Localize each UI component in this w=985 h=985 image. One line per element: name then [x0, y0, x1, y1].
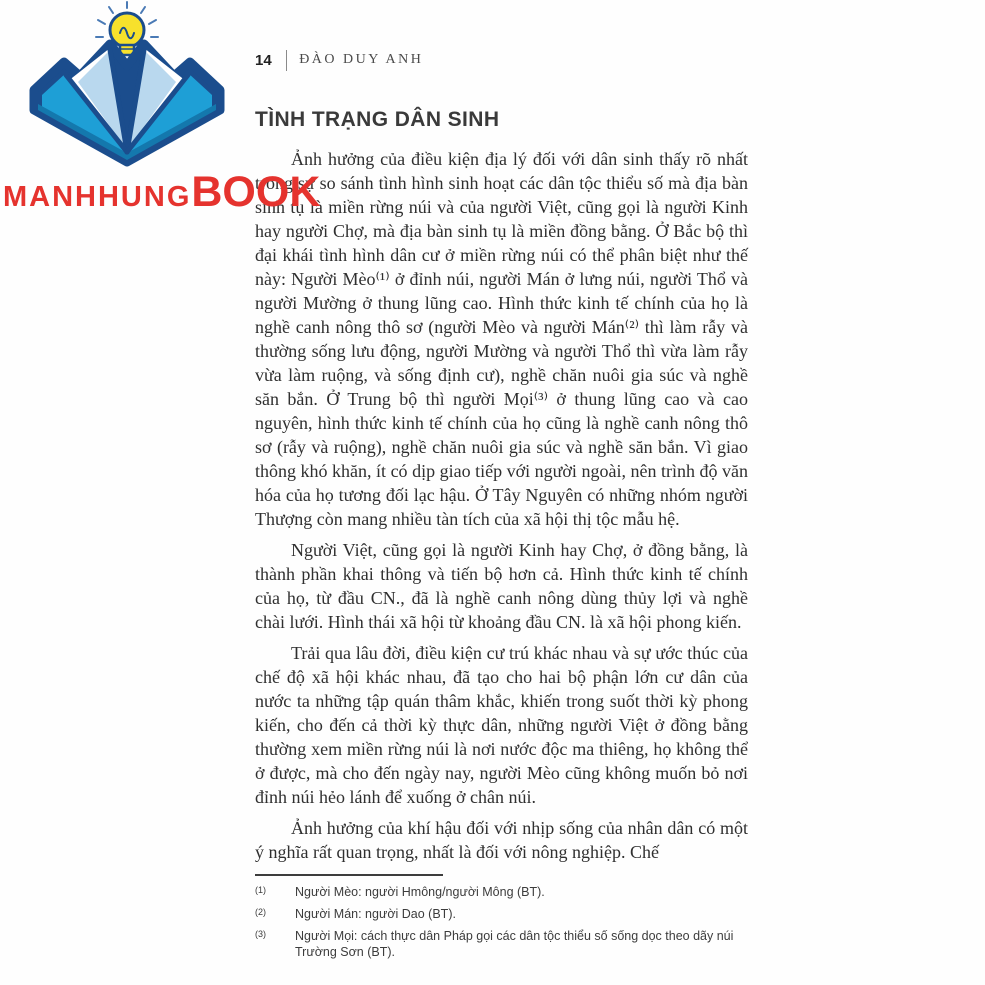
paragraph-3: Trải qua lâu đời, điều kiện cư trú khác nhau và sự ước thúc của chế độ xã hội khác nhau, đã tạo cho hai bộ phận lớn cư dân của nước ta những tập quán thâm khắc, khiến trong suốt thời kỳ phong kiến, cho đến cả thời kỳ thực dân, những người Việt ở đồng bằng thường xem miền rừng núi là nơi nước độc ma thiêng, họ không thể ở được, mà cho đến ngày nay, người Mèo cũng không muốn bỏ nơi đỉnh núi hẻo lánh để xuống ở chân núi. — [255, 643, 748, 807]
body-text — [255, 147, 748, 864]
section-title: TÌNH TRẠNG DÂN SINH — [255, 108, 500, 131]
footnote-2-marker: (2) — [255, 907, 266, 917]
wordmark-manhhung: MANHHUNG — [3, 181, 192, 213]
open-book-icon — [34, 44, 220, 162]
footnote-3-marker: (3) — [255, 929, 266, 939]
paragraph-2: Người Việt, cũng gọi là người Kinh hay Chợ, ở đồng bằng, là thành phần khai thông và tiến bộ hơn cả. Hình thức kinh tế chính của họ, từ đầu CN., đã là nghề canh nông dùng thủy lợi và nghề chài lưới. Hình thái xã hội từ khoảng đầu CN. là xã hội phong kiến. — [255, 540, 748, 632]
running-head-author: ĐÀO DUY ANH — [299, 52, 424, 67]
footnote-2-text: Người Mán: người Dao (BT). — [295, 907, 456, 921]
footnote-divider — [255, 874, 443, 876]
paragraph-4: Ảnh hưởng của khí hậu đối với nhịp sống của nhân dân có một ý nghĩa rất quan trọng, nhất là đối với nông nghiệp. Chế — [255, 818, 748, 862]
publisher-wordmark — [3, 168, 321, 217]
publisher-watermark — [0, 0, 321, 217]
logo-graphic — [22, 0, 234, 172]
footnotes — [255, 884, 748, 960]
page-number: 14 — [255, 51, 272, 69]
footnote-1-text: Người Mèo: người Hmông/người Mông (BT). — [295, 885, 545, 899]
wordmark-book: BOOK — [191, 168, 321, 216]
page-content — [255, 48, 748, 966]
footnote-3-text: Người Mọi: cách thực dân Pháp gọi các dân tộc thiểu số sống dọc theo dãy núi Trường Sơn (BT). — [295, 929, 734, 959]
paragraph-1: Ảnh hưởng của điều kiện địa lý đối với dân sinh thấy rõ nhất trong sự so sánh tình hình sinh hoạt các dân tộc thiểu số mà địa bàn sinh tụ là miền rừng núi và của người Việt, cũng gọi là người Kinh hay người Chợ, mà địa bàn sinh tụ là miền đồng bằng. Ở Bắc bộ thì đại khái tình hình dân cư ở miền rừng núi có thể phân biệt như thế này: Người Mèo⁽¹⁾ ở đỉnh núi, người Mán ở lưng núi, người Thổ và người Mường ở thung lũng cao. Hình thức kinh tế chính của họ là nghề canh nông thô sơ (người Mèo và người Mán⁽²⁾ thì làm rẫy và thường sống lưu động, người Mường và người Thổ thì vừa làm rẫy vừa làm ruộng, và sống định cư), nghề chăn nuôi gia súc và nghề săn bắn. Ở Trung bộ thì người Mọi⁽³⁾ ở thung lũng cao và cao nguyên, hình thức kinh tế chính của họ cũng là nghề canh nông thô sơ (rẫy và ruộng), nghề chăn nuôi gia súc và nghề săn bắn. Vì giao thông khó khăn, ít có dịp giao tiếp với người ngoài, nên trình độ văn hóa của họ tương đối lạc hậu. Ở Tây Nguyên có những nhóm người Thượng còn mang nhiều tàn tích của xã hội thị tộc mẫu hệ. — [255, 149, 748, 529]
footnote-1 — [255, 884, 748, 900]
footnote-2 — [255, 906, 748, 922]
running-header — [255, 48, 748, 72]
footnote-1-marker: (1) — [255, 885, 266, 895]
footnote-3 — [255, 928, 748, 960]
